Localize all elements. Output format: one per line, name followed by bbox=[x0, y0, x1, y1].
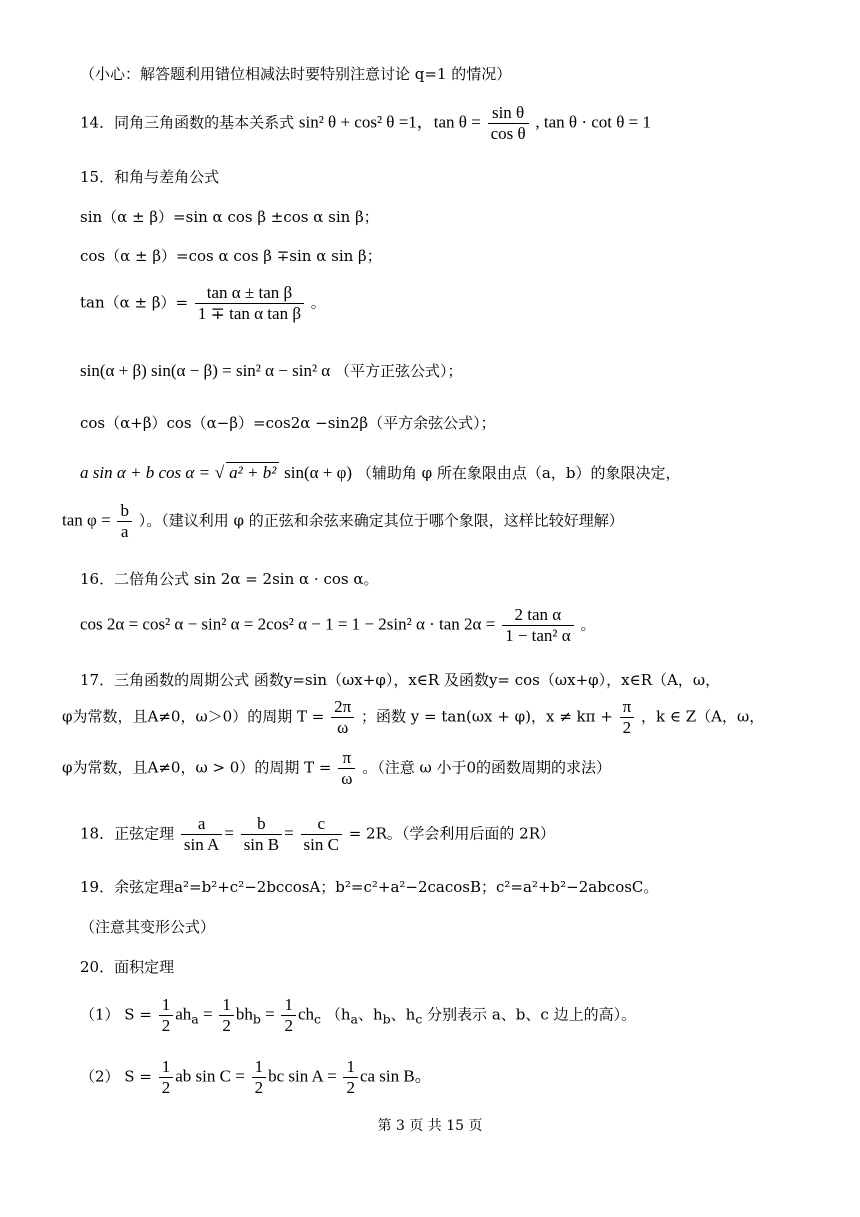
tan-period-fraction: $\frac{\pi}{\omega}$ bbox=[338, 749, 355, 788]
square-sine-formula: sin(α + β) sin(α − β) = sin² α − sin² α （平方正弦公式）； bbox=[80, 361, 463, 380]
item-14-formula: sin² θ + cos² θ =1，tan θ = bbox=[298, 112, 481, 132]
note-line: （小心：解答题利用错位相减法时要特别注意讨论 q=1 的情况） bbox=[80, 65, 512, 83]
square-cosine-formula: cos（α+β）cos（α−β）=cos2α −sin2β（平方余弦公式）； bbox=[80, 414, 496, 432]
pi-half-fraction: $\frac{\pi}{2}$ bbox=[620, 698, 635, 737]
page-footer: 第 3 页 共 15 页 bbox=[377, 1118, 483, 1134]
sqrt-radicand: a² + b² bbox=[226, 462, 279, 483]
tan-cot-identity: , tan θ · cot θ = 1 bbox=[535, 112, 651, 132]
double-angle-formula: cos 2α = cos² α − sin² α = 2cos² α − 1 = 1 − 2sin² α · tan 2α = $\frac{\text{2 tan α}}{\text{1 − tan² α}}$ 。 bbox=[80, 605, 596, 645]
item-18-sine-law: 18．正弦定理 $\frac{a}{\text{sin A}}$ = $\frac{b}{\text{sin B}}$ = $\frac{c}{\text{sin C}}$ = 2R。（学会利用后面的 2R） bbox=[80, 814, 555, 854]
item-14 bbox=[80, 104, 651, 143]
tan-fraction: $\frac{\text{sin θ}}{\text{cos θ}}$ bbox=[488, 104, 529, 143]
item-14-heading: 14．同角三角函数的基本关系式 bbox=[80, 113, 295, 132]
sqrt-sign: √ bbox=[214, 463, 225, 482]
auxiliary-angle-formula: a sin α + b cos α = √ a² + b² sin(α + φ) （辅助角 φ 所在象限由点（a，b）的象限决定， bbox=[80, 463, 681, 482]
tan-sum-fraction: $\frac{\text{tan α ± tan β}}{\text{1 ∓ tan α tan β}}$ bbox=[195, 284, 304, 323]
item-15-heading: 15．和角与差角公式 bbox=[80, 168, 220, 186]
item-17: 17．三角函数的周期公式 函数y=sin（ωx+φ），x∈R 及函数y= cos（ωx+φ），x∈R（A，ω， bbox=[80, 671, 721, 689]
item-19-cosine-law: 19．余弦定理a²=b²+c²−2bccosA；b²=c²+a²−2cacosB；c²=a²+b²−2abcosC。 bbox=[80, 878, 659, 896]
item-20-heading: 20．面积定理 bbox=[80, 958, 175, 976]
auxiliary-angle-note: tan φ = $\frac{b}{a}$ ）。（建议利用 φ 的正弦和余弦来确定其位于哪个象限，这样比较好理解） bbox=[62, 501, 624, 541]
cos-sum-formula: cos（α ± β）=cos α cos β ∓sin α sin β； bbox=[80, 247, 382, 265]
item-16: 16．二倍角公式 sin 2α = 2sin α · cos α。 bbox=[80, 570, 379, 588]
tan-phi-fraction: $\frac{b}{a}$ bbox=[117, 502, 132, 541]
period-line-2: φ为常数，且A≠0，ω > 0）的周期 T = $\frac{\pi}{\omega}$ 。（注意 ω 小于0的函数周期的求法） bbox=[62, 748, 612, 788]
period-fraction: $\frac{2\pi}{\omega}$ bbox=[331, 698, 354, 737]
period-line-1: φ为常数，且A≠0，ω＞0）的周期 T = $\frac{2\pi}{\omega}$ ；函数 y = tan(ωx + φ)，x ≠ kπ + $\frac{\pi}{2}$ ，k ∈ Z（A，ω， bbox=[62, 697, 765, 737]
tan-sum-formula: tan（α ± β）= $\frac{\text{tan α ± tan β}}{\text{1 ∓ tan α tan β}}$ 。 bbox=[80, 283, 326, 323]
sin-sum-formula: sin（α ± β）=sin α cos β ±cos α sin β； bbox=[80, 208, 379, 226]
tan-double-fraction: $\frac{\text{2 tan α}}{\text{1 − tan² α}}$ bbox=[502, 606, 574, 645]
area-formula-2: （2） S = $\frac{1}{2}$ ab sin C = $\frac{1}{2}$ bc sin A = $\frac{1}{2}$ ca sin B。 bbox=[80, 1057, 432, 1097]
cosine-law-note: （注意其变形公式） bbox=[80, 918, 216, 936]
area-formula-1: （1） S = $\frac{1}{2}$ $ah_a$ = $\frac{1}{2}$ $bh_b$ = $\frac{1}{2}$ $ch_c$ （$h_a$、$h_b$、$h_c$ 分别表示 a、b、c 边上的高）。 bbox=[80, 995, 637, 1035]
